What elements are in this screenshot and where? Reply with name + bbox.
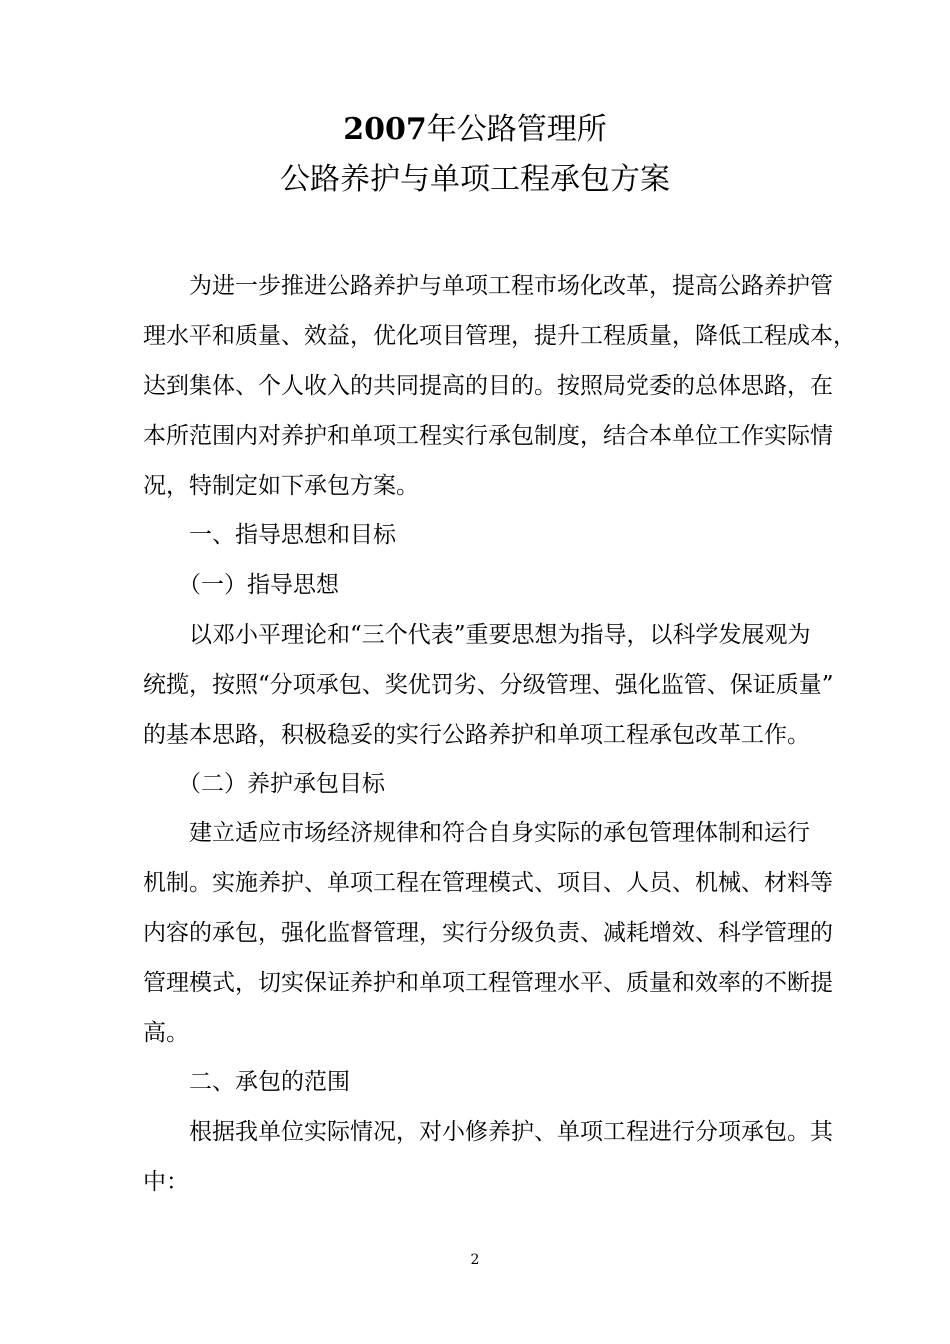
body-line: 本所范围内对养护和单项工程实行承包制度，结合本单位工作实际情 — [143, 423, 833, 449]
body-line: 的基本思路，积极稳妥的实行公路养护和单项工程承包改革工作。 — [143, 722, 810, 748]
title-line-1-text: 年公路管理所 — [426, 112, 607, 147]
body-line: 中： — [143, 1169, 189, 1195]
body-line: 机制。实施养护、单项工程在管理模式、项目、人员、机械、材料等 — [143, 870, 833, 896]
body-line: 统揽，按照“分项承包、奖优罚劣、分级管理、强化监管、保证质量” — [143, 672, 834, 698]
page-number: 2 — [470, 1252, 480, 1268]
section-heading-1: 一、指导思想和目标 — [189, 522, 396, 548]
body-line: 内容的承包，强化监督管理，实行分级负责、减耗增效、科学管理的 — [143, 920, 833, 946]
body-line: 达到集体、个人收入的共同提高的目的。按照局党委的总体思路，在 — [143, 373, 833, 399]
body-line: 以邓小平理论和“三个代表”重要思想为指导，以科学发展观为 — [189, 622, 811, 648]
document-title-line-1 — [0, 110, 950, 150]
body-line: 况，特制定如下承包方案。 — [143, 473, 419, 499]
body-line: 根据我单位实际情况，对小修养护、单项工程进行分项承包。其 — [189, 1119, 833, 1145]
body-line: 高。 — [143, 1020, 189, 1046]
body-line: 建立适应市场经济规律和符合自身实际的承包管理体制和运行 — [189, 820, 810, 846]
body-line: 为进一步推进公路养护与单项工程市场化改革，提高公路养护管 — [189, 273, 833, 299]
section-heading-2: 二、承包的范围 — [189, 1069, 350, 1095]
subsection-heading-1: （一）指导思想 — [178, 572, 339, 598]
document-title-line-2: 公路养护与单项工程承包方案 — [280, 162, 670, 197]
title-year: 2007 — [343, 112, 427, 147]
body-line: 管理模式，切实保证养护和单项工程管理水平、质量和效率的不断提 — [143, 970, 833, 996]
body-line: 理水平和质量、效益，优化项目管理，提升工程质量，降低工程成本， — [143, 323, 856, 349]
subsection-heading-2: （二）养护承包目标 — [178, 771, 385, 797]
